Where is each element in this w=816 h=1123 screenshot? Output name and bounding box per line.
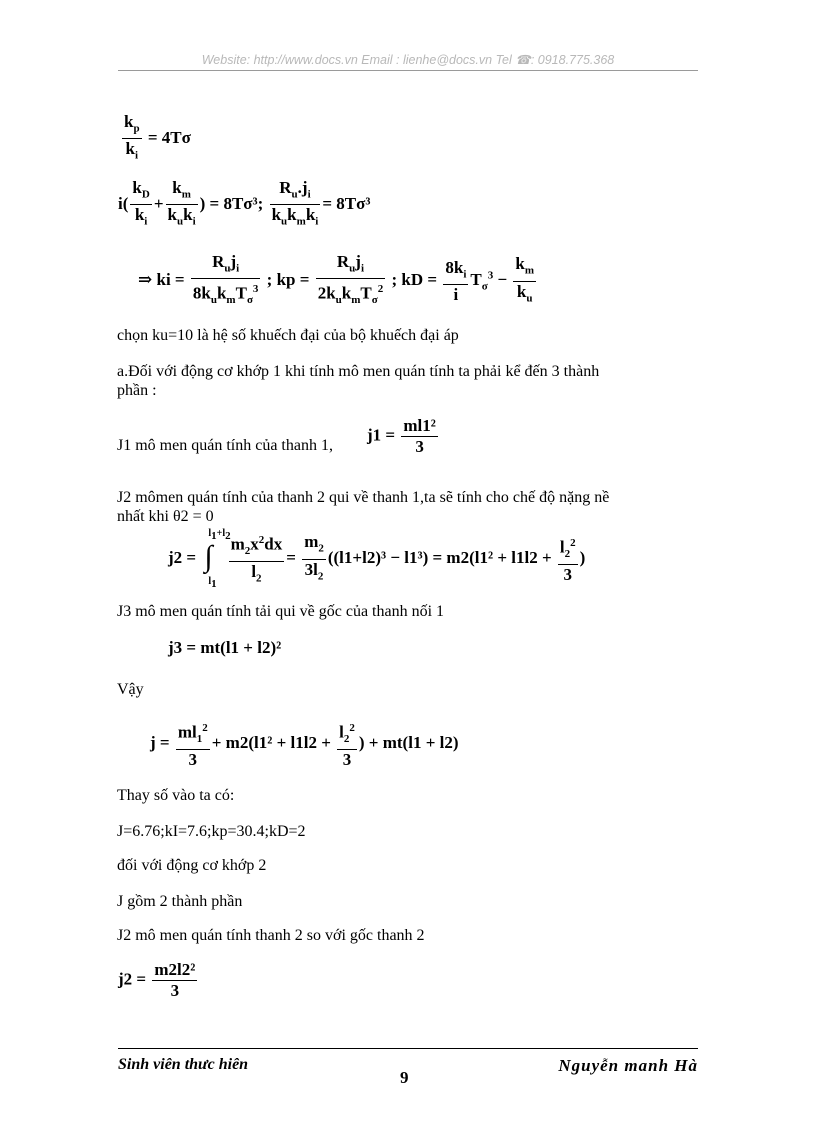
equation-kp-ki: $\frac{k_p}{k_i}$ = 4Tσ [120,112,191,166]
equation-j1: j1 = $\frac{\text{ml1²}}{3}$ [367,416,436,456]
paragraph-vay: Vậy [117,681,144,698]
paragraph-j2-cont: nhất khi θ2 = 0 [117,508,214,525]
equation-j3: j3 = mt(l1 + l2)² [168,638,282,657]
equation-j-total: j = $\frac{ml_1^2}{3}$ + m2(l1² + l1l2 + $\frac{l_2^2}{3}$ ) + mt(l1 + l2) [150,722,459,770]
equation-i-kd: i( $\frac{k_D}{k_i}$ + $\frac{k_m}{k_uk_i}$ ) = 8Tσ³; $\frac{R_u.j_i}{k_uk_mk_i}$ = 8Tσ³ [118,178,370,232]
paragraph-j-components: J gồm 2 thành phần [117,893,243,910]
page-number: 9 [400,1068,409,1087]
paragraph-joint1-intro-cont: phần : [117,382,157,399]
equation-j2-integral: j2 = $l_1+l_2$ ∫ $l_1$ $\frac{m_2x^2dx}{l_2}$ = $\frac{m_2}{3l_2}$ ((l1+l2)³ − l1³) = m2(l1² + l1l2 + $\frac{l_2^2}{3}$ ) [168,528,586,591]
paragraph-values: J=6.76;kI=7.6;kp=30.4;kD=2 [117,823,306,840]
paragraph-joint2: đối với động cơ khớp 2 [117,857,267,874]
footer-author-label: Sinh viên thưc hiên [118,1056,249,1073]
footer-divider [118,1048,698,1049]
integral-symbol: $l_1+l_2$ ∫ $l_1$ [204,528,231,591]
paragraph-j2-joint2: J2 mô men quán tính thanh 2 so với gốc thanh 2 [117,927,425,944]
page-header: Website: http://www.docs.vn Email : lienhe@docs.vn Tel ☎: 0918.775.368 [201,53,615,67]
equation-ki-kp-kd: ⇒ ki = $\frac{R_uj_i}{8k_uk_mT_\sigma^3}$ ; kp = $\frac{R_uj_i}{2k_uk_mT_\sigma^2}$ ; kD = $\frac{8k_i}{i}$ $T_\sigma^3$ − $\frac{k_m}{k_u}$ [138,252,538,310]
equation-j2-joint2: j2 = $\frac{\text{m2l2²}}{3}$ [118,960,196,1000]
paragraph-j1: J1 mô men quán tính của thanh 1, [117,437,333,454]
paragraph-choose-ku: chọn ku=10 là hệ số khuếch đại của bộ khuếch đại áp [117,327,459,344]
paragraph-joint1-intro: a.Đối với động cơ khớp 1 khi tính mô men quán tính ta phải kể đến 3 thành [117,363,600,380]
paragraph-substitute: Thay số vào ta có: [117,787,235,804]
header-divider [118,70,698,71]
paragraph-j3: J3 mô men quán tính tải qui về gốc của thanh nối 1 [117,603,445,620]
footer-author-name: Nguyễn manh Hà [558,1056,698,1075]
paragraph-j2: J2 mômen quán tính của thanh 2 qui về thanh 1,ta sẽ tính cho chế độ nặng nề [117,489,610,506]
